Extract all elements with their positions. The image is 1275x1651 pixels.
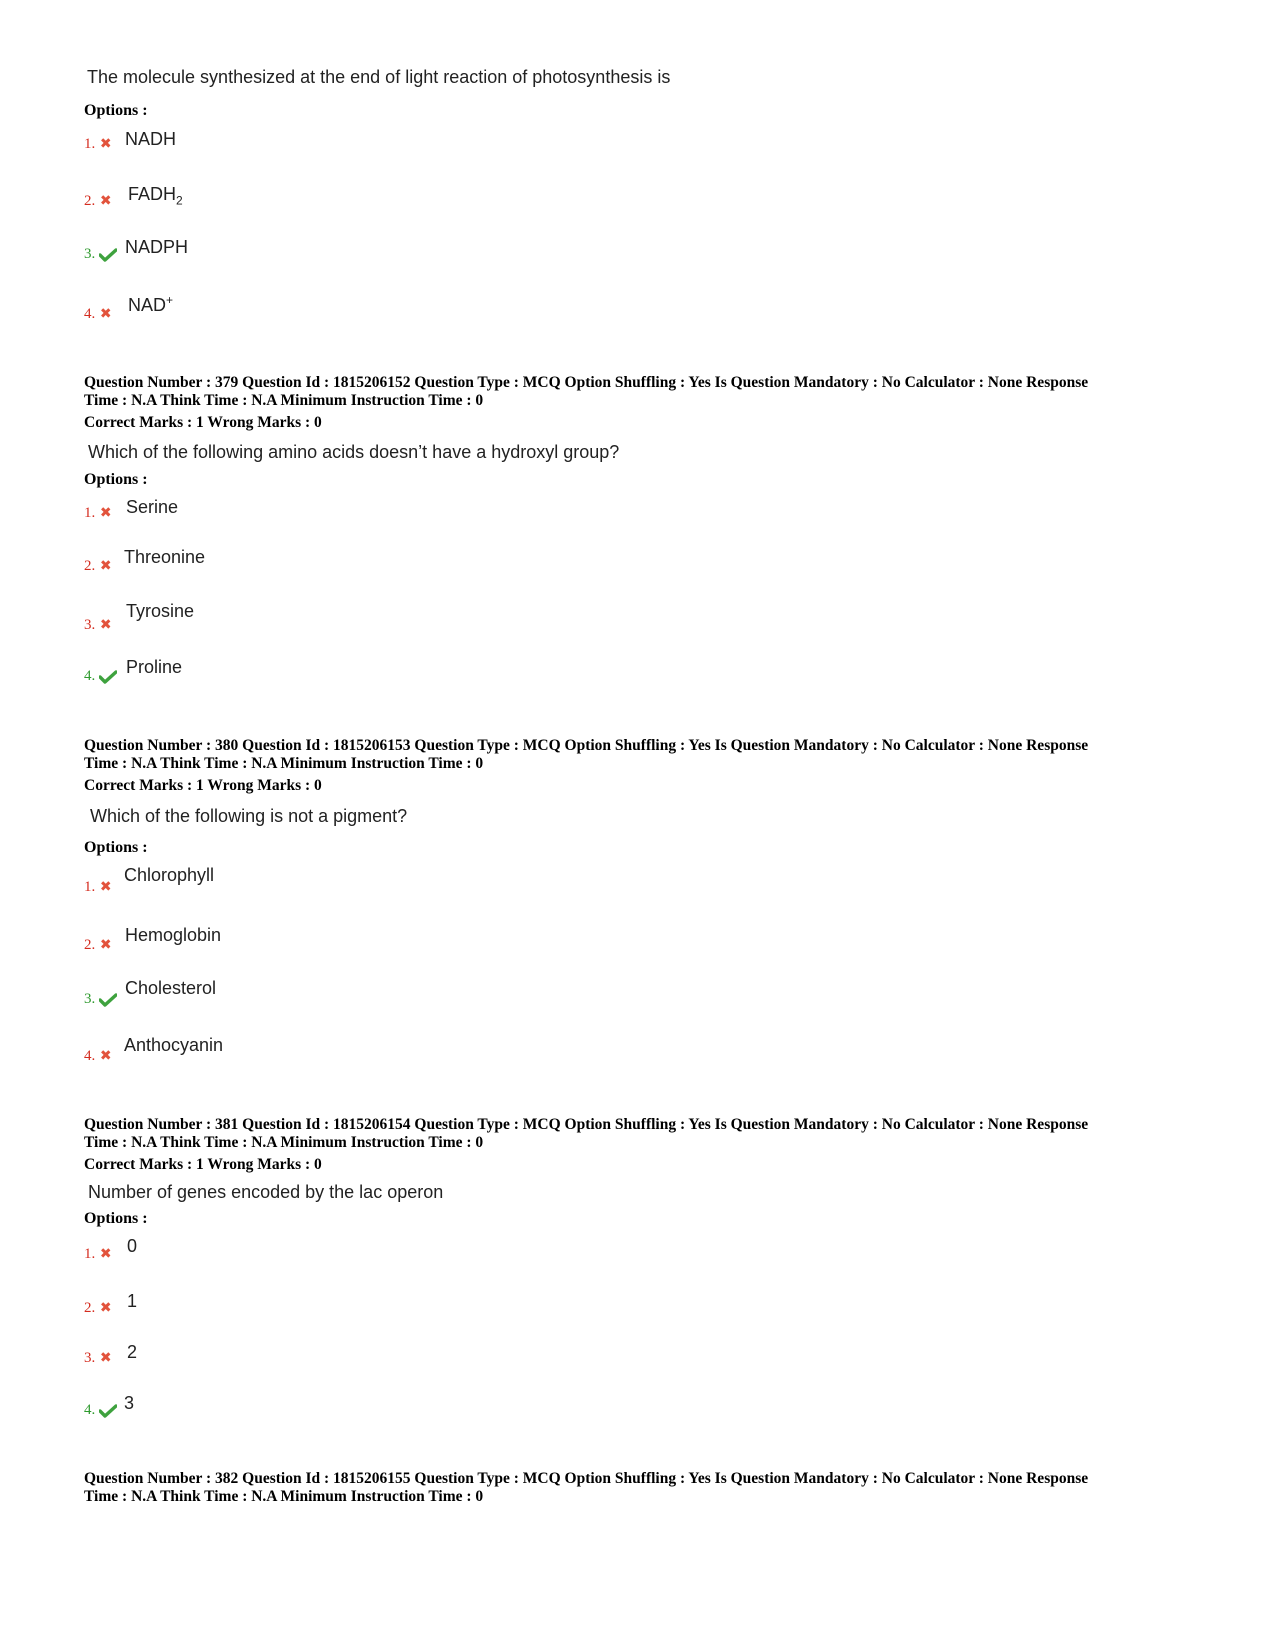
cross-icon: ✖ (99, 1246, 112, 1262)
cross-icon: ✖ (99, 1350, 112, 1366)
question-meta: Question Number : 382 Question Id : 1815206155 Question Type : MCQ Option Shuffling : Yes Is Question Mandatory : No Calculator : None Response Time : N.A Think Time : N.A Minimum Instruction Time : 0 (84, 1470, 1089, 1505)
check-icon (99, 1404, 117, 1418)
option-text: 2 (127, 1342, 138, 1362)
cross-icon: ✖ (99, 1048, 112, 1064)
cross-icon: ✖ (99, 306, 112, 322)
cross-icon: ✖ (99, 879, 112, 895)
option-number: 2. ✖ (84, 193, 112, 209)
marks-info: Correct Marks : 1 Wrong Marks : 0 (84, 414, 322, 431)
cross-icon: ✖ (99, 617, 112, 633)
marks-info: Correct Marks : 1 Wrong Marks : 0 (84, 1156, 322, 1173)
option-number: 2. ✖ (84, 937, 112, 953)
option-number: 3. ✖ (84, 1350, 112, 1366)
option-number: 4. ✖ (84, 306, 112, 322)
check-icon (99, 993, 117, 1007)
question-meta: Question Number : 380 Question Id : 1815206153 Question Type : MCQ Option Shuffling : Yes Is Question Mandatory : No Calculator : None Response Time : N.A Think Time : N.A Minimum Instruction Time : 0 (84, 737, 1089, 772)
question-text: Which of the following is not a pigment? (90, 806, 408, 826)
question-text: Number of genes encoded by the lac operon (88, 1182, 444, 1202)
option-number: 4. (84, 1402, 117, 1419)
option-text: Serine (126, 497, 179, 517)
option-number: 2. ✖ (84, 1300, 112, 1316)
option-text: Anthocyanin (124, 1035, 224, 1055)
marks-info: Correct Marks : 1 Wrong Marks : 0 (84, 777, 322, 794)
option-text: NAD+ (128, 293, 174, 315)
option-text: 0 (127, 1236, 138, 1256)
option-text: NADPH (125, 237, 189, 257)
option-number: 4. (84, 668, 117, 685)
option-number: 3. (84, 246, 117, 263)
option-text: 1 (127, 1291, 138, 1311)
option-text: 3 (124, 1393, 135, 1413)
option-text: $FADH_2$ (128, 184, 183, 208)
question-meta: Question Number : 381 Question Id : 1815206154 Question Type : MCQ Option Shuffling : Yes Is Question Mandatory : No Calculator : None Response Time : N.A Think Time : N.A Minimum Instruction Time : 0 (84, 1116, 1089, 1151)
option-number: 2. ✖ (84, 558, 112, 574)
options-label: Options : (84, 471, 148, 488)
option-number: 4. ✖ (84, 1048, 112, 1064)
option-text: Chlorophyll (124, 865, 215, 885)
question-text: Which of the following amino acids doesn’t have a hydroxyl group? (88, 442, 620, 462)
option-text: Tyrosine (126, 601, 195, 621)
cross-icon: ✖ (99, 505, 112, 521)
question-meta: Question Number : 379 Question Id : 1815206152 Question Type : MCQ Option Shuffling : Yes Is Question Mandatory : No Calculator : None Response Time : N.A Think Time : N.A Minimum Instruction Time : 0 (84, 374, 1089, 409)
options-label: Options : (84, 1210, 148, 1227)
option-number: 3. (84, 991, 117, 1008)
option-number: 1. ✖ (84, 505, 112, 521)
option-number: 3. ✖ (84, 617, 112, 633)
cross-icon: ✖ (99, 193, 112, 209)
options-label: Options : (84, 102, 148, 119)
option-number: 1. ✖ (84, 136, 112, 152)
cross-icon: ✖ (99, 937, 112, 953)
option-text: Hemoglobin (125, 925, 222, 945)
check-icon (99, 248, 117, 262)
option-number: 1. ✖ (84, 1246, 112, 1262)
option-number: 1. ✖ (84, 879, 112, 895)
check-icon (99, 670, 117, 684)
option-text: NADH (125, 129, 177, 149)
cross-icon: ✖ (99, 558, 112, 574)
option-text: Threonine (124, 547, 206, 567)
option-text: Proline (126, 657, 183, 677)
option-text: Cholesterol (125, 978, 217, 998)
options-label: Options : (84, 839, 148, 856)
cross-icon: ✖ (99, 1300, 112, 1316)
cross-icon: ✖ (99, 136, 112, 152)
question-text: The molecule synthesized at the end of light reaction of photosynthesis is (87, 67, 671, 87)
